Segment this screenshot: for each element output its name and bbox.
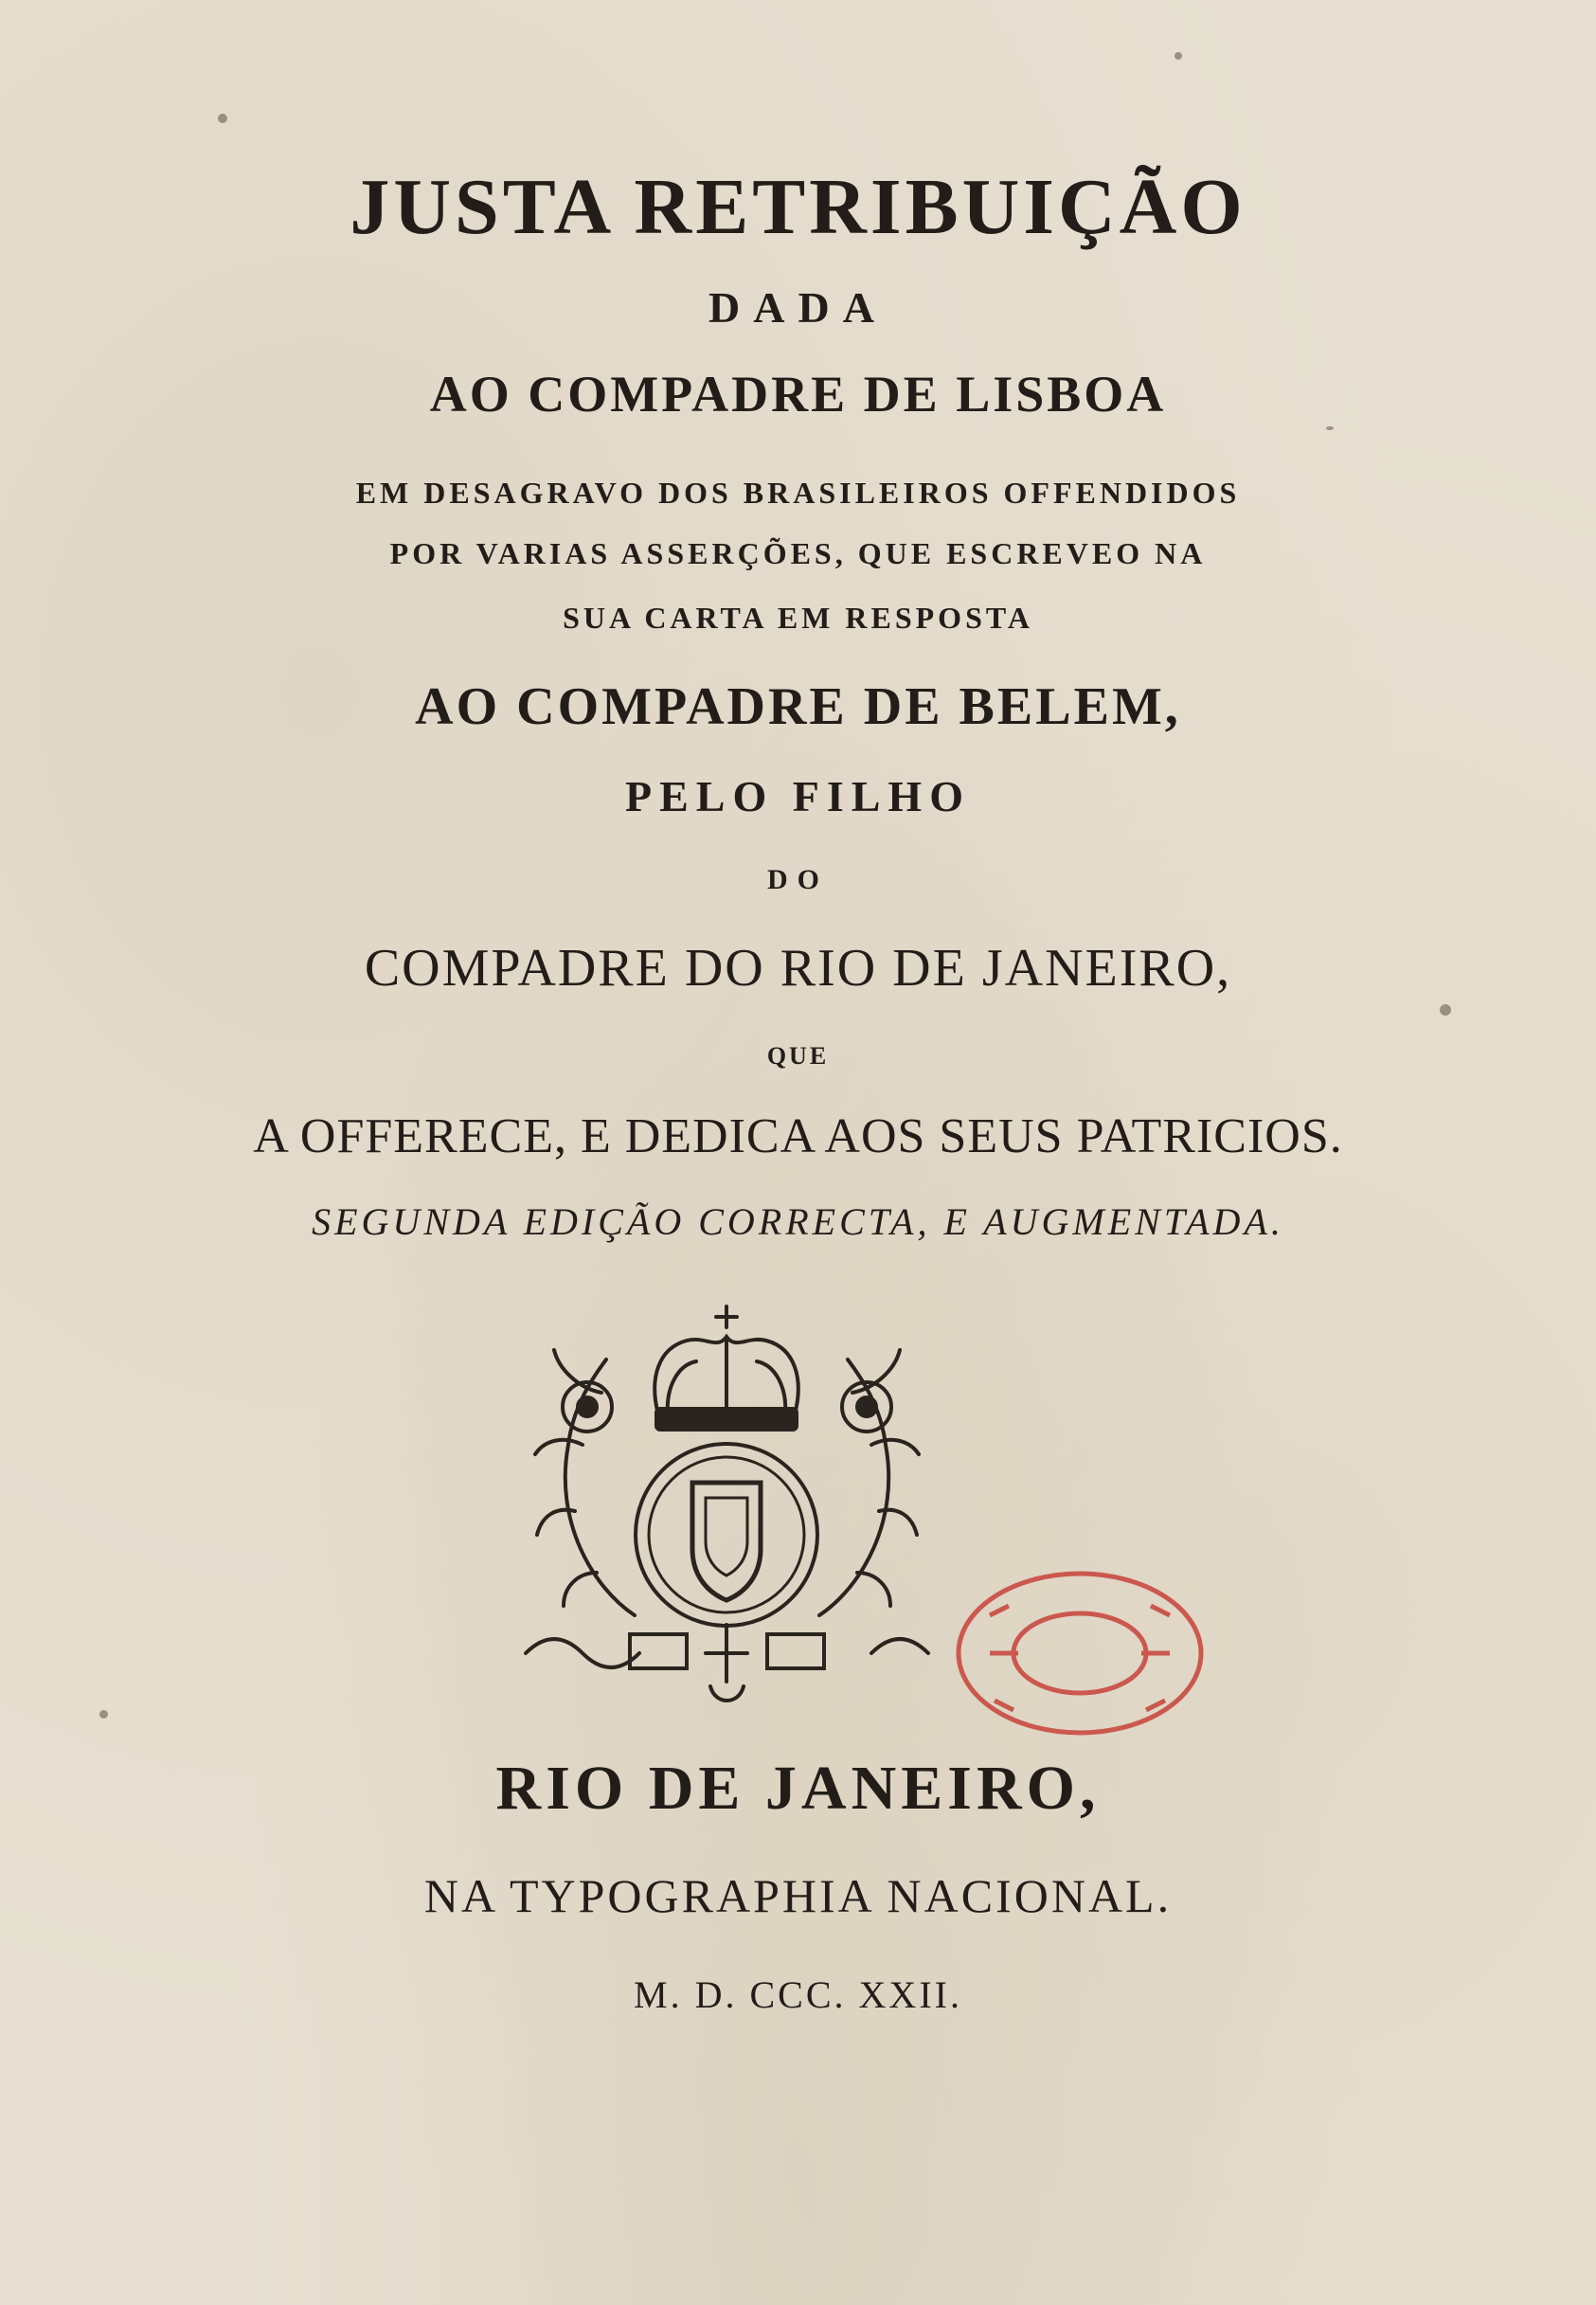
title-line-pelo-filho: PELO FILHO — [625, 772, 971, 820]
subtitle-line-2: POR VARIAS ASSERÇÕES, QUE ESCREVEO NA — [389, 536, 1207, 570]
title-line-do: DO — [767, 864, 829, 895]
book-title: JUSTA RETRIBUIÇÃO — [350, 163, 1246, 251]
subtitle-line-1: EM DESAGRAVO DOS BRASILEIROS OFFENDIDOS — [355, 476, 1241, 510]
paper-speck — [218, 114, 227, 123]
paper-speck — [1175, 52, 1182, 60]
subtitle-line-3: SUA CARTA EM RESPOSTA — [563, 601, 1033, 635]
edition-statement: SEGUNDA EDIÇÃO CORRECTA, E AUGMENTADA. — [312, 1200, 1284, 1243]
imprint-year: M. D. CCC. XXII. — [634, 1973, 962, 2016]
paper-speck — [1440, 1004, 1451, 1016]
library-stamp-icon — [952, 1568, 1208, 1738]
title-line-offerece: A OFFERECE, E DEDICA AOS SEUS PATRICIOS. — [253, 1109, 1343, 1163]
imprint-press: NA TYPOGRAPHIA NACIONAL. — [423, 1869, 1173, 1922]
paper-speck — [99, 1710, 108, 1719]
imprint-city: RIO DE JANEIRO, — [495, 1754, 1101, 1823]
title-line-lisboa: AO COMPADRE DE LISBOA — [429, 366, 1167, 423]
title-line-dada: DADA — [708, 283, 888, 332]
title-line-belem: AO COMPADRE DE BELEM, — [415, 677, 1181, 736]
title-line-que: QUE — [766, 1042, 830, 1070]
title-line-rio: COMPADRE DO RIO DE JANEIRO, — [364, 939, 1232, 998]
royal-coat-of-arms-icon — [516, 1303, 938, 1724]
paper-speck — [1326, 426, 1334, 430]
